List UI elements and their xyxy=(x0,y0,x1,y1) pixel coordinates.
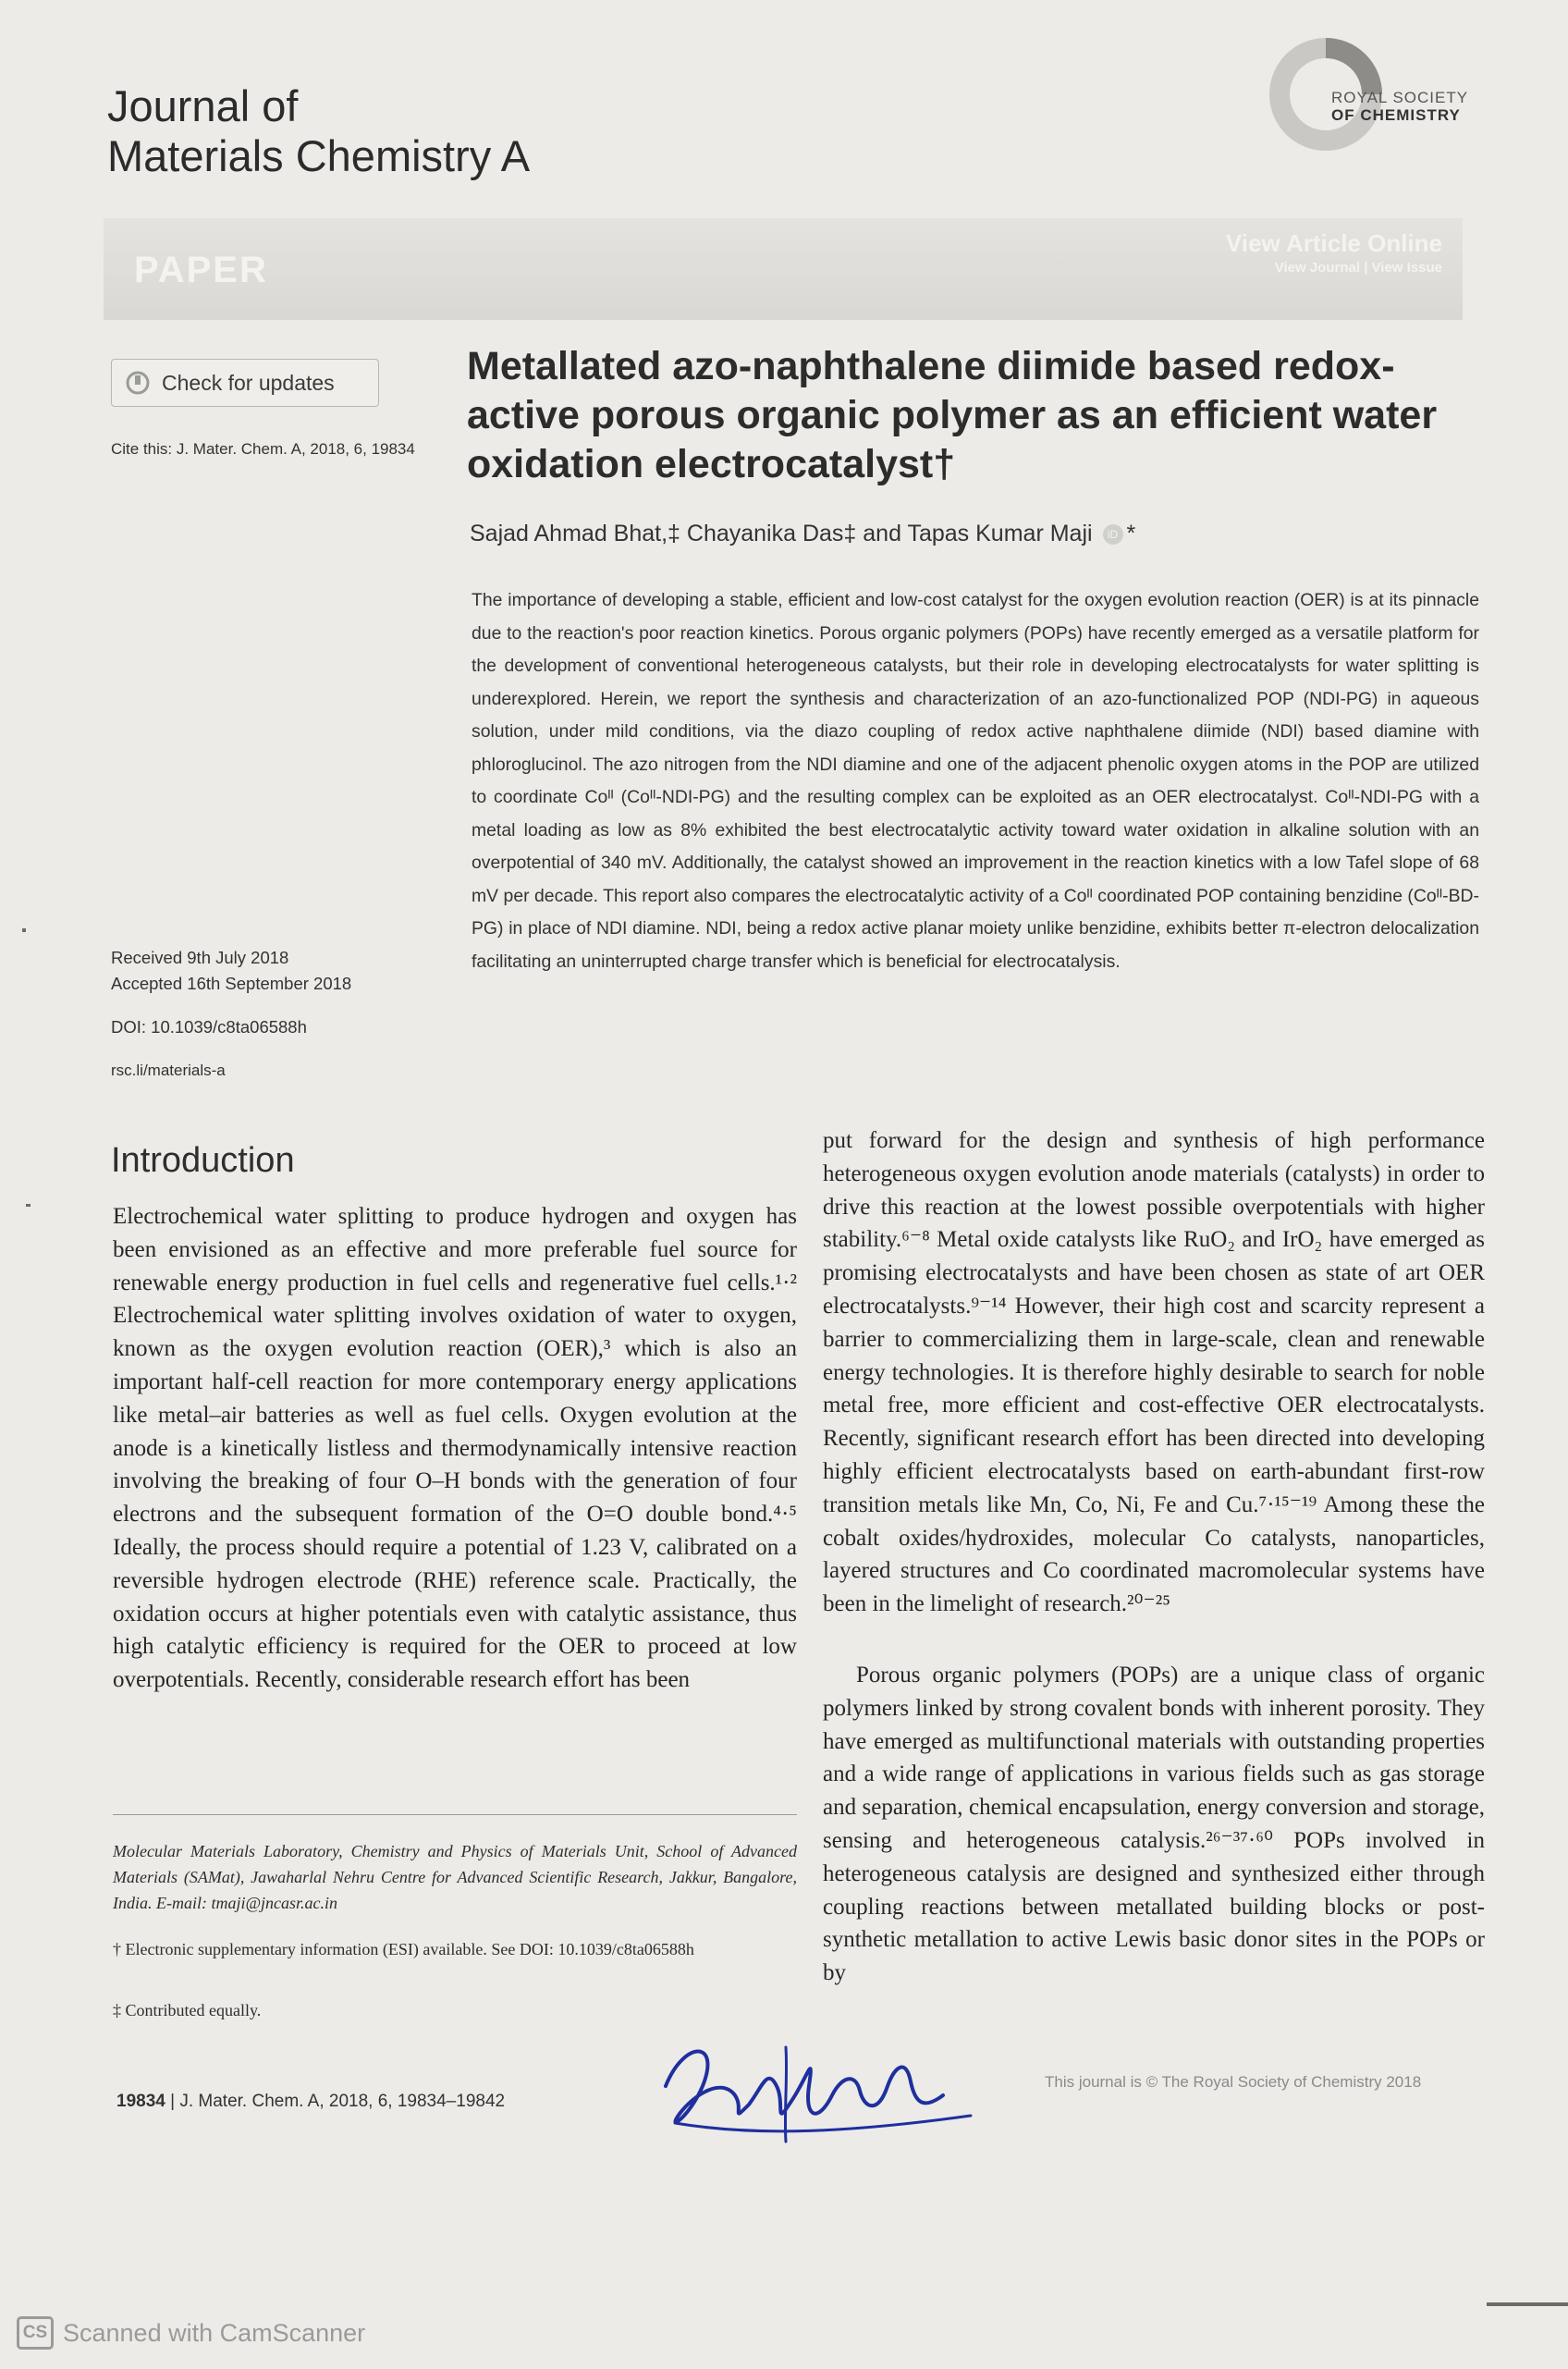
article-title: Metallated azo-naphthalene diimide based redox-active porous organic polymer as an efficient water oxidation electrocatalyst† xyxy=(467,344,1438,486)
received-date: Received 9th July 2018 xyxy=(111,948,289,967)
journal-link[interactable]: rsc.li/materials-a xyxy=(111,1062,226,1079)
journal-name-line1: Journal of xyxy=(107,81,299,130)
rsc-wordmark xyxy=(1331,89,1488,124)
check-for-updates-button[interactable] xyxy=(111,359,379,407)
abstract: The importance of developing a stable, efficient and low-cost catalyst for the oxygen evolution reaction (OER) is at its pinnacle due to the reaction's poor reaction kinetics. Porous organic polymers (POPs) have recently emerged as a versatile platform for the development of conventional heterogeneous catalysts, but their role in developing electrocatalysts for water splitting is underexplored. Herein, we report the synthesis and characterization of an azo-functionalized POP (NDI-PG) in aqueous solution, under mild conditions, via the diazo coupling of redox active naphthalene diimide (NDI) based diamine with phloroglucinol. The azo nitrogen from the NDI diamine and one of the adjacent phenolic oxygen atoms in the POP are utilized to coordinate Coᴵᴵ (Coᴵᴵ-NDI-PG) and the resulting complex can be exploited as an OER electrocatalyst. Coᴵᴵ-NDI-PG with a metal loading as low as 8% exhibited the best electrocatalytic activity toward water oxidation in alkaline solution with an overpotential of 340 mV. Additionally, the catalyst showed an improvement in the reaction kinetics with a low Tafel slope of 68 mV per decade. This report also compares the electrocatalytic activity of a Coᴵᴵ coordinated POP containing benzidine (Coᴵᴵ-BD-PG) in place of NDI diamine. NDI, being a redox active planar moiety unlike benzidine, exhibits better π-electron delocalization facilitating an uninterrupted charge transfer which is beneficial for electrocatalysis. xyxy=(472,590,1479,972)
view-journal-issue-label: View Journal | View Issue xyxy=(1274,260,1442,276)
footer-copyright: This journal is © The Royal Society of Chemistry 2018 xyxy=(1045,2073,1422,2091)
journal-name-line2: Materials Chemistry A xyxy=(107,131,531,180)
accepted-date: Accepted 16th September 2018 xyxy=(111,974,352,993)
body-text-right-column-p2: Porous organic polymers (POPs) are a unique class of organic polymers linked by strong covalent bonds with inherent porosity. They have emerged as multifunctional materials with outstanding properties and a wide range of applications in various fields such as gas storage and separation, chemical encapsulation, energy conversion and storage, sensing and heterogeneous catalysis.²⁶⁻³⁷·⁶⁰ POPs involved in heterogeneous catalysis are designed and synthesized either through coupling reactions between metallated building blocks or post-synthetic metallation to active Lewis basic donor sites in the POPs or by xyxy=(823,1663,1485,1986)
author-list xyxy=(470,521,1487,547)
cite-this: Cite this: J. Mater. Chem. A, 2018, 6, 19834 xyxy=(111,440,415,458)
scan-speck xyxy=(22,928,26,932)
view-article-online-label: View Article Online xyxy=(1225,229,1442,257)
corresponding-author-mark: * xyxy=(1126,521,1136,546)
section-heading-introduction: Introduction xyxy=(111,1141,295,1180)
handwritten-signature xyxy=(647,2031,980,2151)
rsc-wordmark-line1: ROYAL SOCIETY xyxy=(1331,89,1469,106)
refresh-icon xyxy=(125,370,151,396)
esi-footnote: † Electronic supplementary information (ESI) available. See DOI: 10.1039/c8ta06588h xyxy=(113,1940,694,1958)
camscanner-label: Scanned with CamScanner xyxy=(63,2318,366,2347)
article-type-label: PAPER xyxy=(134,250,268,290)
view-article-online-link[interactable] xyxy=(1211,229,1442,276)
received-dates xyxy=(111,945,425,997)
rsc-wordmark-line2: OF CHEMISTRY xyxy=(1331,106,1461,124)
journal-name xyxy=(107,81,530,181)
doi[interactable]: DOI: 10.1039/c8ta06588h xyxy=(111,1017,307,1037)
body-text-left-column: Electrochemical water splitting to produce hydrogen and oxygen has been envisioned as an effective and more preferable fuel source for renewable energy production in fuel cells and regenerative fuel cells.¹·² Electrochemical water splitting involves oxidation of water to oxygen, known as the oxygen evolution reaction (OER),³ which is also an important half-cell reaction for more contemporary energy applications like metal–air batteries as well as fuel cells. Oxygen evolution at the anode is a kinetically listless and thermodynamically intensive reaction involving the breaking of four O–H bonds with the generation of four electrons and the subsequent formation of the O=O double bond.⁴·⁵ Ideally, the process should require a potential of 1.23 V, calibrated on a reversible hydrogen electrode (RHE) reference scale. Practically, the oxidation occurs at higher potentials even with catalytic assistance, thus high catalytic efficiency is required for the OER to proceed at low overpotentials. Recently, considerable research effort has been xyxy=(113,1204,797,1693)
page-number: 19834 xyxy=(116,2092,165,2111)
contribution-footnote: ‡ Contributed equally. xyxy=(113,2001,262,2019)
page-footer-citation xyxy=(116,2092,505,2112)
body-text-right-column-p1: put forward for the design and synthesis of high performance heterogeneous oxygen evolution anode materials (catalysts) in order to drive this reaction at the lowest possible overpotentials with higher stability.⁶⁻⁸ Metal oxide catalysts like RuO₂ and IrO₂ have emerged as promising electrocatalysts and have been chosen as state of art OER electrocatalysts.⁹⁻¹⁴ However, their high cost and scarcity represent a barrier to commercializing them in large-scale, clean and renewable energy technologies. It is therefore highly desirable to search for noble metal free, more efficient and cost-effective OER electrocatalysts. Recently, significant research effort has been directed into developing highly efficient electrocatalysts based on earth-abundant first-row transition metals like Mn, Co, Ni, Fe and Cu.⁷·¹⁵⁻¹⁹ Among these the cobalt oxides/hydroxides, molecular Co catalysts, nanoparticles, layered structures and Co coordinated macromolecular systems have been in the limelight of research.²⁰⁻²⁵ xyxy=(823,1128,1485,1617)
footer-citation: | J. Mater. Chem. A, 2018, 6, 19834–19842 xyxy=(170,2092,506,2111)
camscanner-logo-icon: CS xyxy=(17,2316,54,2350)
scan-edge-mark xyxy=(1487,2302,1568,2306)
orcid-icon[interactable]: iD xyxy=(1103,524,1123,545)
check-for-updates-label: Check for updates xyxy=(162,370,335,395)
footnote-divider xyxy=(113,1814,797,1815)
scan-speck xyxy=(26,1204,31,1207)
affiliation-footnote: Molecular Materials Laboratory, Chemistry and Physics of Materials Unit, School of Advanced Materials (SAMat), Jawaharlal Nehru Centre for Advanced Scientific Research, Jakkur, Bangalore, India. E-mail: tmaji@jncasr.ac.in xyxy=(113,1842,797,1912)
camscanner-watermark xyxy=(17,2316,365,2350)
author-names: Sajad Ahmad Bhat,‡ Chayanika Das‡ and Tapas Kumar Maji xyxy=(470,521,1093,546)
